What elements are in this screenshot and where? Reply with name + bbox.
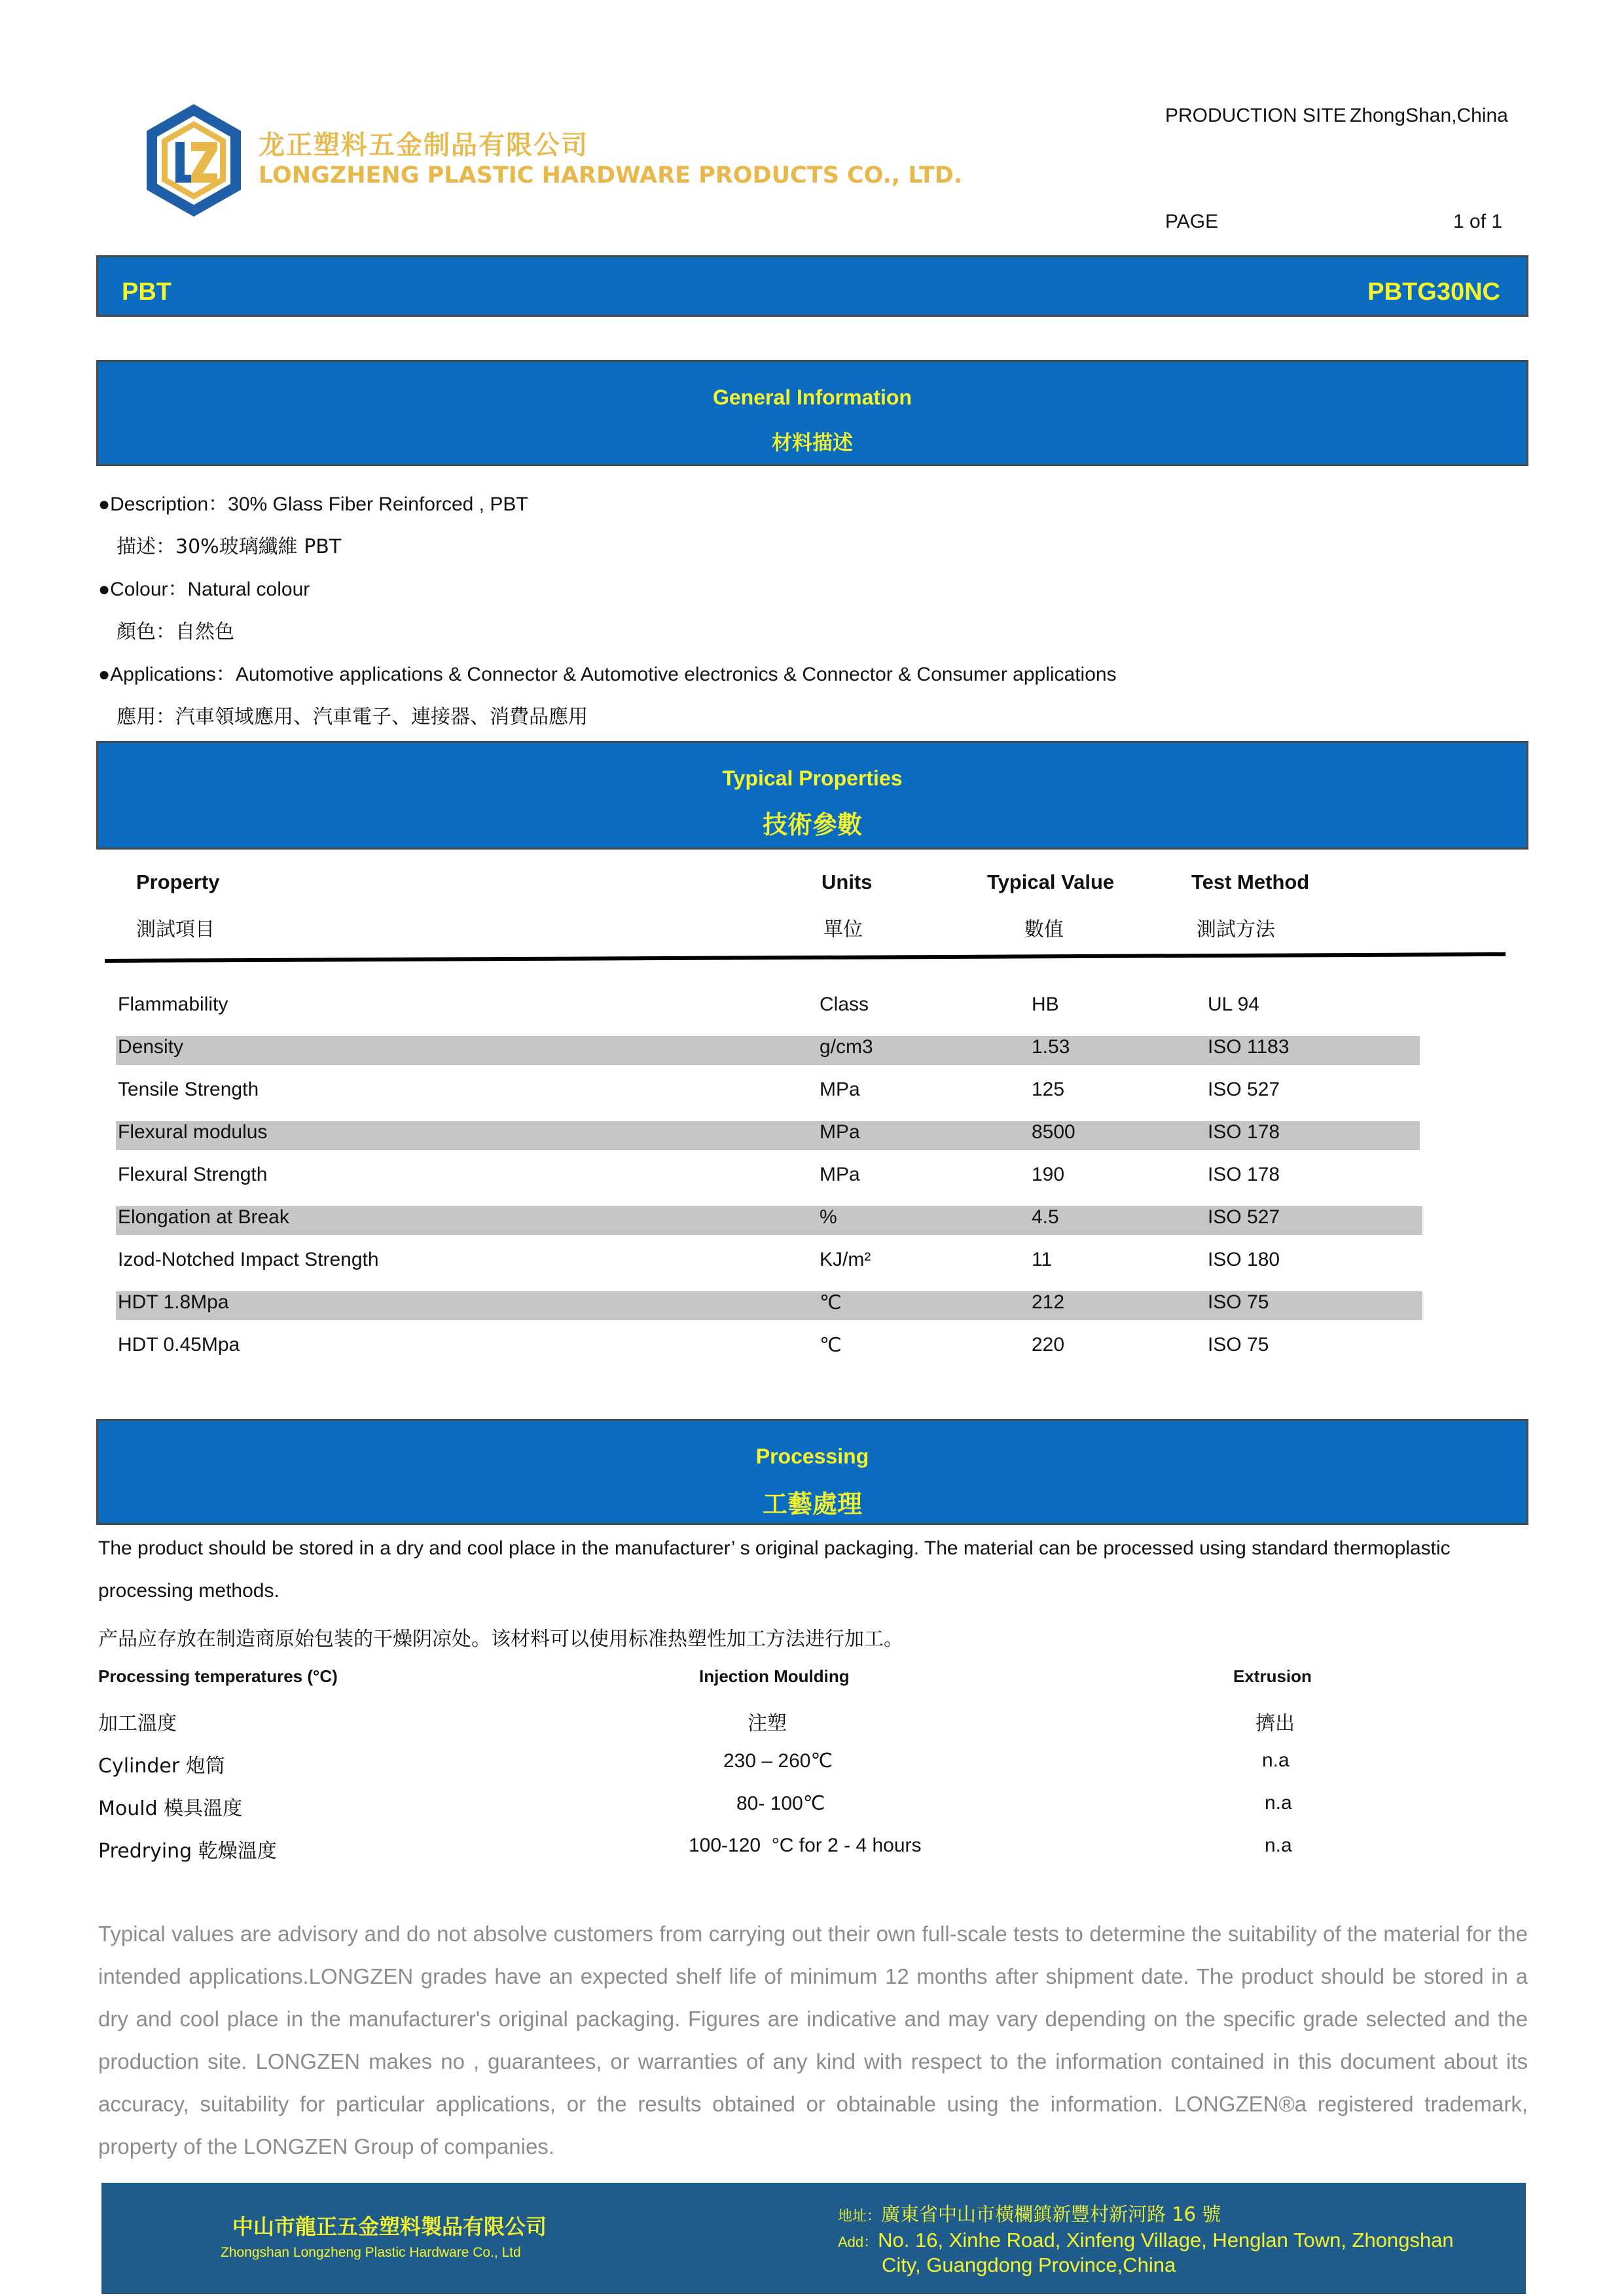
typical-properties-bar: [96, 741, 1528, 850]
proc-row-injection: 230 – 260℃: [723, 1750, 833, 1772]
processing-title: Processing: [755, 1444, 869, 1468]
table-row: [118, 994, 228, 1016]
table-row: [118, 1249, 379, 1271]
units-cell: ℃: [820, 1292, 842, 1314]
production-site-label: PRODUCTION SITE: [1165, 105, 1346, 126]
bullet: ●: [98, 664, 111, 685]
footer-address-en: [838, 2229, 1454, 2252]
proc-row-extrusion: n.a: [1262, 1749, 1290, 1771]
description-line: ●Description：30% Glass Fiber Reinforced , PBT: [98, 493, 528, 515]
typical-properties-title-cn: 技術參數: [762, 810, 862, 839]
typical-properties-title: Typical Properties: [722, 766, 903, 790]
processing-text-cn: 产品应存放在制造商原始包装的干燥阴凉处。该材料可以使用标准热塑性加工方法进行加工。: [98, 1628, 903, 1651]
applications-cn-line: 應用：汽車領域應用、汽車電子、連接器、消費品應用: [117, 706, 588, 728]
col-header-method: Test Method: [1191, 870, 1310, 893]
proc-col-header-extrusion-cn: 擠出: [1255, 1712, 1295, 1735]
method-cell: ISO 178: [1208, 1121, 1280, 1143]
address-cn-value: 廣東省中山市橫欄鎮新豐村新河路 16 號: [881, 2203, 1221, 2225]
address-en-label: Add：: [838, 2234, 878, 2250]
company-logo: [143, 101, 245, 219]
proc-row-label: Mould 模具溫度: [98, 1797, 243, 1820]
value-cell: 212: [1032, 1291, 1065, 1313]
value-cell: HB: [1032, 994, 1059, 1015]
method-cell: ISO 180: [1208, 1249, 1280, 1270]
units-cell: MPa: [820, 1164, 860, 1185]
property-cell: Tensile Strength: [118, 1079, 259, 1100]
general-info-title-cn: 材料描述: [772, 431, 853, 455]
applications-line: ●Applications：Automotive applications & Connector & Automotive electronics & Connector & Consumer applications: [98, 664, 1117, 685]
proc-col-header-injection-cn: 注塑: [748, 1712, 787, 1735]
proc-row-label: Predrying 乾燥溫度: [98, 1840, 277, 1863]
property-cell: Izod-Notched Impact Strength: [118, 1249, 379, 1270]
units-cell: %: [820, 1206, 837, 1228]
table-header-divider: [101, 950, 1509, 963]
footer: [101, 2183, 1526, 2294]
value-cell: 125: [1032, 1079, 1065, 1100]
col-header-method-cn: 測試方法: [1197, 918, 1275, 941]
footer-address-cn: [838, 2200, 1221, 2227]
property-cell: Flammability: [118, 994, 228, 1015]
proc-row-label: Cylinder 炮筒: [98, 1755, 225, 1778]
footer-company-cn: 中山市龍正五金塑料製品有限公司: [232, 2214, 547, 2239]
col-header-property: Property: [136, 870, 220, 893]
table-row: [118, 1291, 229, 1314]
proc-col-header-temp: Processing temperatures (°C): [98, 1666, 338, 1686]
value-cell: 8500: [1032, 1121, 1075, 1143]
table-row: [118, 1036, 183, 1058]
bullet: ●: [98, 493, 111, 515]
production-site-value: ZhongShan,China: [1350, 105, 1508, 126]
proc-row-extrusion: n.a: [1265, 1792, 1292, 1814]
table-row: [118, 1334, 240, 1356]
proc-row-extrusion: n.a: [1265, 1835, 1292, 1856]
col-header-units-cn: 單位: [823, 918, 863, 941]
property-cell: Elongation at Break: [118, 1206, 289, 1228]
units-cell: KJ/m²: [820, 1249, 871, 1270]
title-bar: [96, 255, 1528, 317]
page-value: 1 of 1: [1453, 211, 1503, 232]
table-row: [118, 1079, 259, 1101]
property-cell: HDT 0.45Mpa: [118, 1334, 240, 1355]
processing-text-line1: The product should be stored in a dry and cool place in the manufacturer’ s original packaging. The material can be processed using standard thermoplastic: [98, 1537, 1451, 1559]
value-cell: 4.5: [1032, 1206, 1059, 1228]
property-cell: Density: [118, 1036, 184, 1058]
address-en-line1: No. 16, Xinhe Road, Xinfeng Village, Henglan Town, Zhongshan: [878, 2229, 1454, 2251]
col-header-value: Typical Value: [987, 870, 1115, 893]
lz-logo-icon: [143, 101, 245, 219]
processing-text-line2: processing methods.: [98, 1580, 280, 1602]
address-en-line2: City, Guangdong Province,China: [882, 2253, 1176, 2276]
proc-row-injection: 80- 100℃: [736, 1793, 825, 1814]
footer-company-en: Zhongshan Longzheng Plastic Hardware Co., Ltd: [221, 2245, 521, 2260]
method-cell: ISO 75: [1208, 1334, 1269, 1355]
general-info-bar: [96, 360, 1528, 466]
page-label: PAGE: [1165, 211, 1219, 232]
colour-cn-line: 顏色：自然色: [117, 620, 234, 643]
col-header-value-cn: 數值: [1024, 918, 1064, 941]
table-row: [118, 1206, 289, 1229]
method-cell: UL 94: [1208, 994, 1259, 1015]
material-name: PBT: [122, 278, 171, 306]
bullet: ●: [98, 579, 111, 600]
method-cell: ISO 527: [1208, 1206, 1280, 1228]
value-cell: 1.53: [1032, 1036, 1070, 1058]
property-cell: Flexural modulus: [118, 1121, 268, 1143]
company-name-en: LONGZHENG PLASTIC HARDWARE PRODUCTS CO., LTD.: [259, 162, 963, 188]
units-cell: MPa: [820, 1079, 860, 1100]
method-cell: ISO 178: [1208, 1164, 1280, 1185]
method-cell: ISO 1183: [1208, 1036, 1290, 1058]
property-cell: Flexural Strength: [118, 1164, 268, 1185]
colour-line: ●Colour：Natural colour: [98, 579, 310, 600]
processing-title-cn: 工藝處理: [762, 1490, 862, 1518]
table-row: [118, 1121, 267, 1143]
value-cell: 220: [1032, 1334, 1065, 1355]
units-cell: Class: [820, 994, 869, 1015]
value-cell: 11: [1032, 1249, 1053, 1270]
method-cell: ISO 527: [1208, 1079, 1280, 1100]
proc-col-header-extrusion: Extrusion: [1233, 1666, 1312, 1686]
proc-col-header-injection: Injection Moulding: [699, 1666, 850, 1686]
disclaimer-text: Typical values are advisory and do not absolve customers from carrying out their own full-scale tests to determine the suitability of the material for the intended applications.LONGZEN grades have an expected shelf life of minimum 12 months after shipment date. The product should be stored in a dry and cool place in the manufacturer's original packaging. Figures are indicative and may vary depending on the specific grade selected and the production site. LONGZEN makes no , guarantees, or warranties of any kind with respect to the information contained in this document about its accuracy, suitability for particular applications, or the results obtained or obtainable using the information. LONGZEN®a registered trademark, property of the LONGZEN Group of companies.: [98, 1922, 1528, 2159]
general-info-title: General Information: [712, 386, 912, 409]
grade-code: PBTG30NC: [1367, 278, 1500, 306]
proc-col-header-temp-cn: 加工溫度: [98, 1712, 177, 1735]
col-header-property-cn: 測試項目: [136, 918, 215, 941]
value-cell: 190: [1032, 1164, 1065, 1185]
company-name-cn: 龙正塑料五金制品有限公司: [259, 130, 588, 160]
property-cell: HDT 1.8Mpa: [118, 1291, 229, 1313]
address-cn-label: 地址：: [838, 2208, 882, 2225]
proc-row-injection: 100-120 °C for 2 - 4 hours: [689, 1835, 922, 1856]
table-row: [118, 1164, 267, 1186]
units-cell: MPa: [820, 1121, 860, 1143]
description-cn-line: 描述：30%玻璃纖維 PBT: [117, 535, 342, 558]
processing-bar: [96, 1419, 1528, 1525]
method-cell: ISO 75: [1208, 1291, 1269, 1313]
units-cell: ℃: [820, 1335, 842, 1356]
units-cell: g/cm3: [820, 1036, 873, 1058]
col-header-units: Units: [821, 870, 873, 893]
